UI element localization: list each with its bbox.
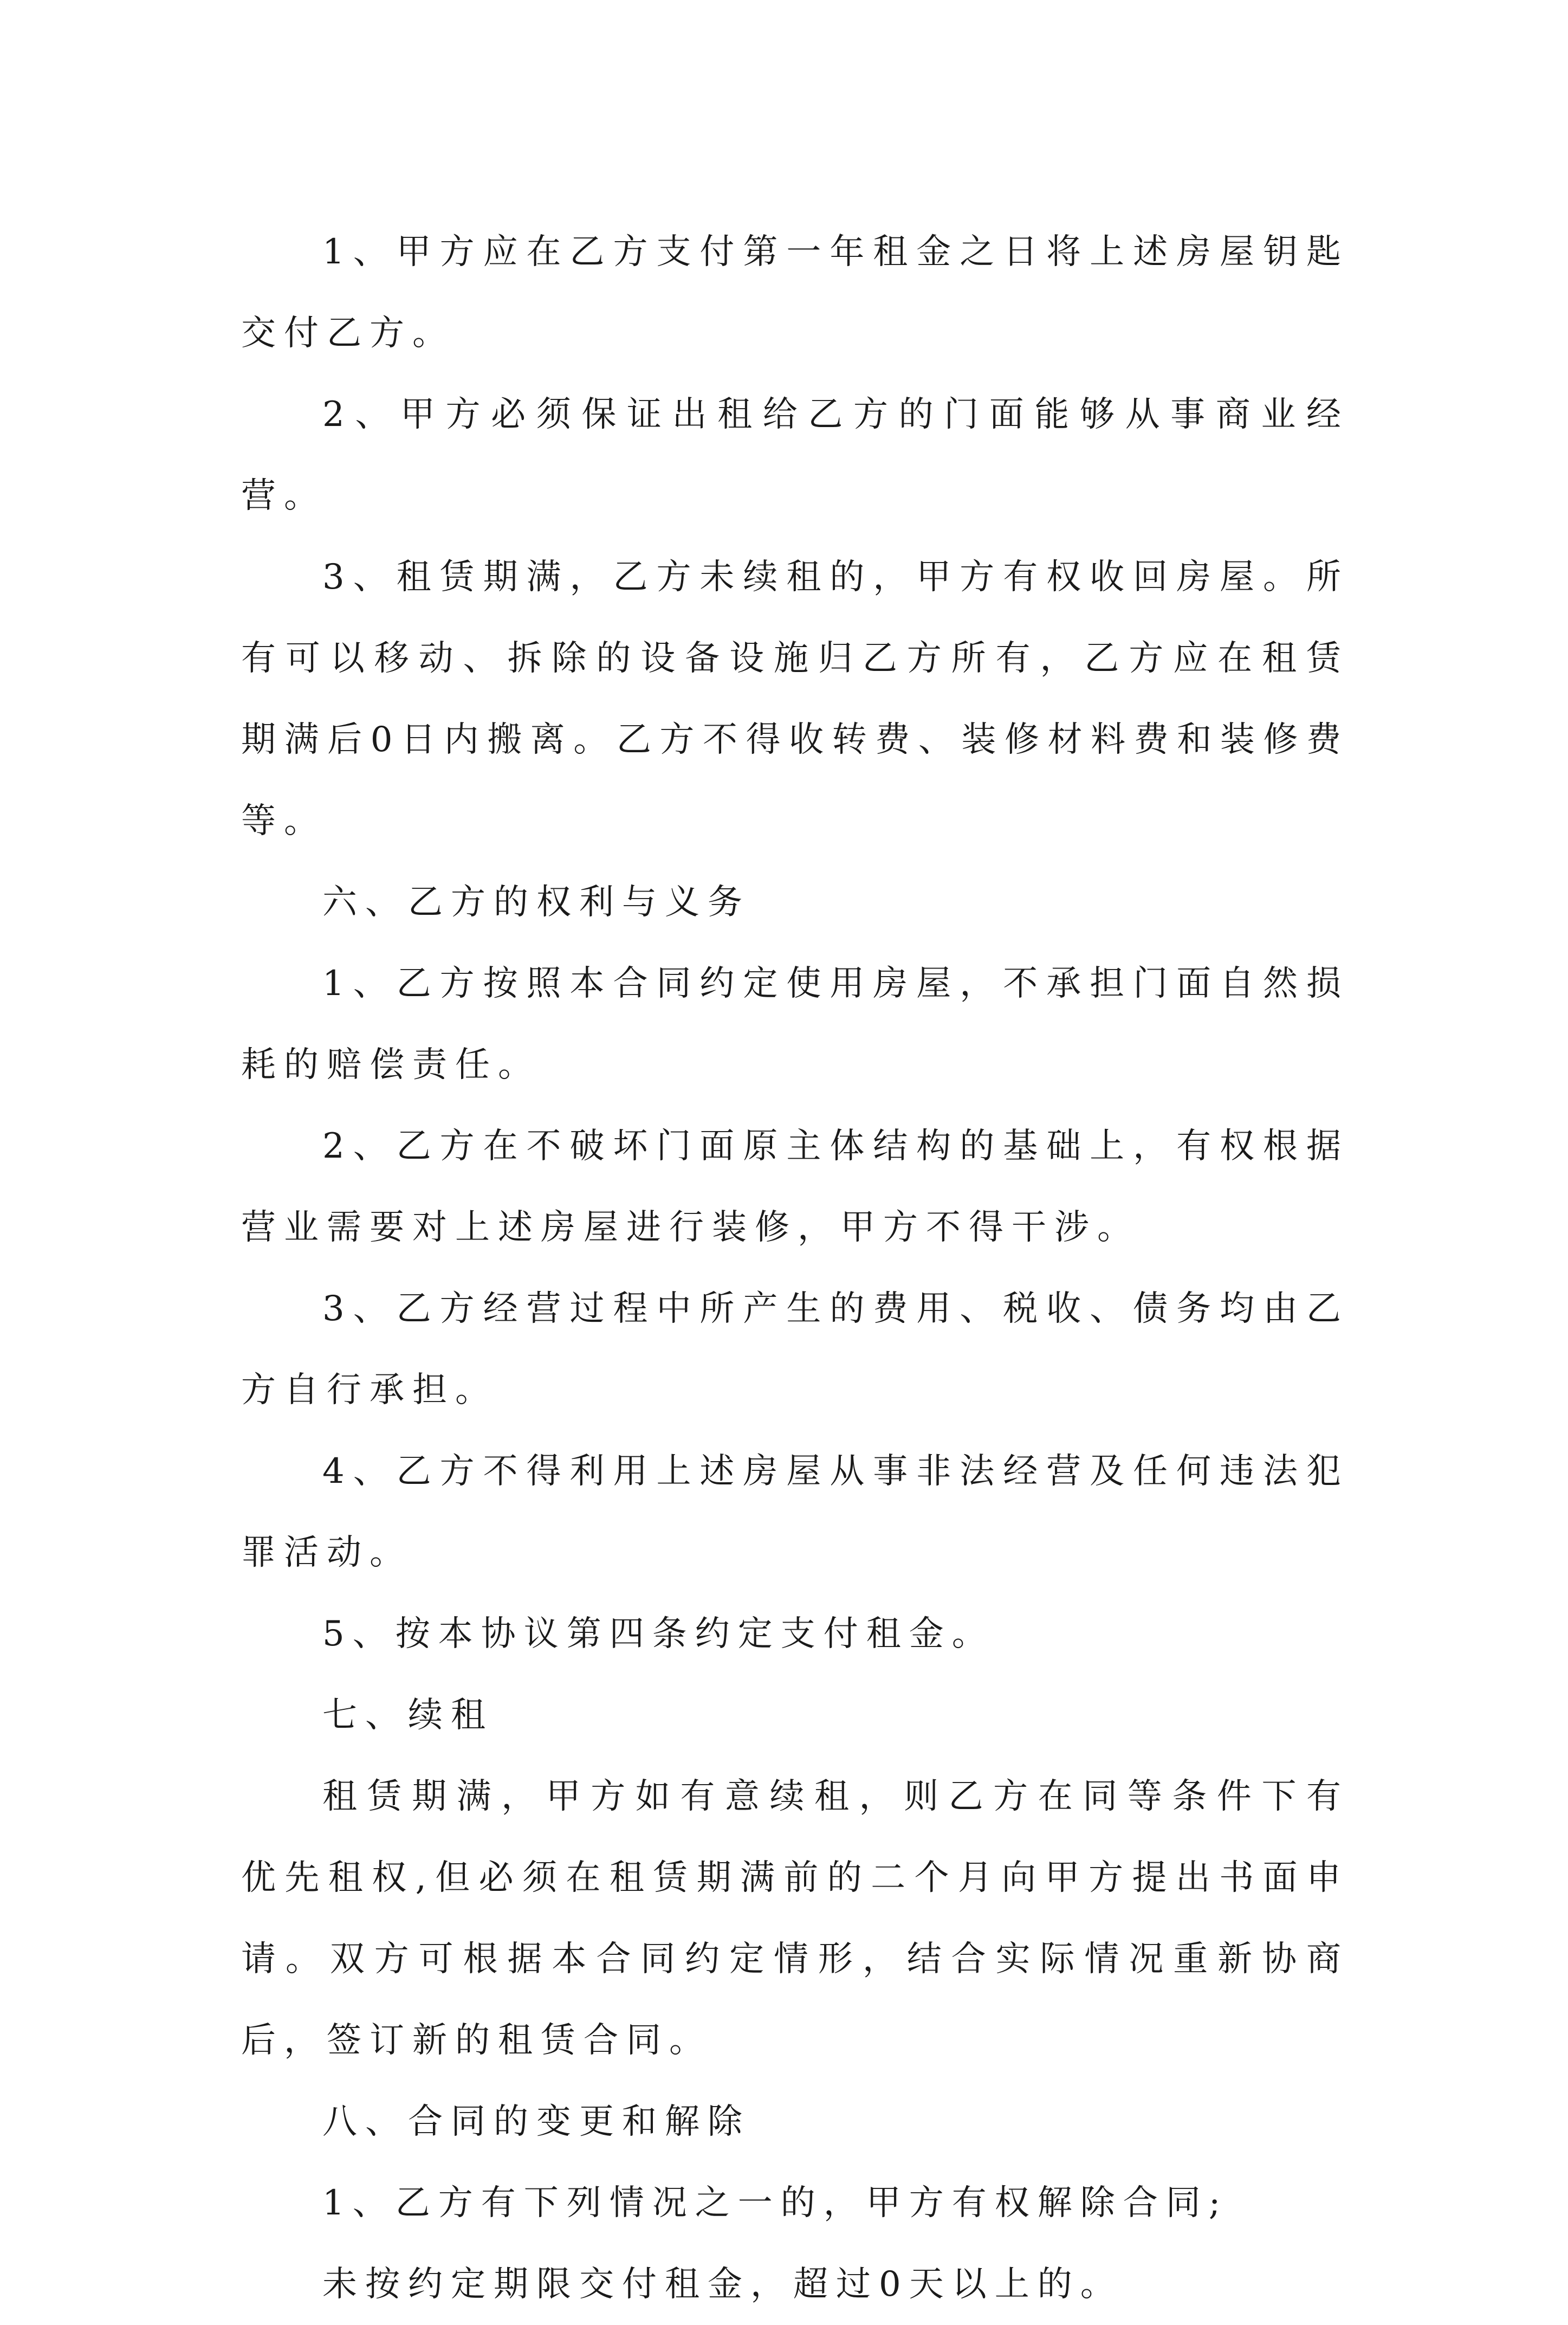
document-body [241,211,1349,2325]
clause-renewal-priority: 租赁期满，甲方如有意续租，则乙方在同等条件下有优先租权,但必须在租赁期满前的二个月向甲方提出书面申请。双方可根据本合同约定情形，结合实际情况重新协商后，签订新的租赁合同。 [241,1777,1349,2061]
clause-landlord-key-delivery: 1、甲方应在乙方支付第一年租金之日将上述房屋钥匙交付乙方。 [241,232,1349,353]
clause-tenant-rent-payment: 5、按本协议第四条约定支付租金。 [322,1614,995,1654]
clause-lease-expiry-recovery: 3、租赁期满，乙方未续租的，甲方有权收回房屋。所有可以移动、拆除的设备设施归乙方所有，乙方应在租赁期满后0日内搬离。乙方不得收转费、装修材料费和装修费等。 [241,557,1349,841]
clause-landlord-business-guarantee: 2、甲方必须保证出租给乙方的门面能够从事商业经营。 [241,395,1349,516]
section-heading-change-termination: 八、合同的变更和解除 [322,2102,750,2142]
clause-tenant-use: 1、乙方按照本合同约定使用房屋，不承担门面自然损耗的赔偿责任。 [241,964,1349,1085]
clause-tenant-renovation: 2、乙方在不破坏门面原主体结构的基础上，有权根据营业需要对上述房屋进行装修，甲方不得干涉。 [241,1126,1349,1248]
clause-tenant-costs: 3、乙方经营过程中所产生的费用、税收、债务均由乙方自行承担。 [241,1289,1349,1410]
clause-tenant-legal-use: 4、乙方不得利用上述房屋从事非法经营及任何违法犯罪活动。 [241,1451,1349,1573]
clause-termination-late-rent: 未按约定期限交付租金，超过0天以上的。 [322,2264,1123,2304]
section-heading-tenant-rights: 六、乙方的权利与义务 [322,882,750,922]
section-heading-renewal: 七、续租 [322,1695,494,1735]
clause-termination-conditions: 1、乙方有下列情况之一的，甲方有权解除合同; [322,2183,1229,2223]
